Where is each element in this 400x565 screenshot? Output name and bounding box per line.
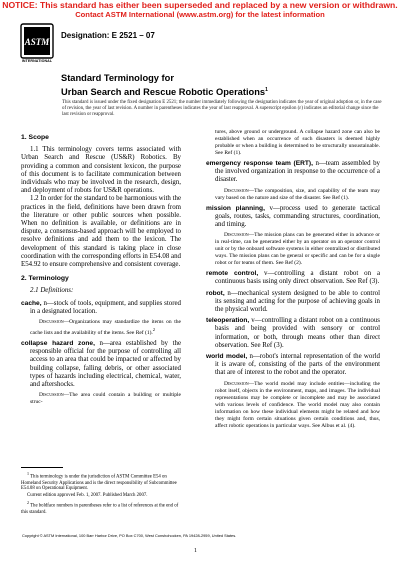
term-mission-planning: mission planning, <box>206 204 265 212</box>
title-line-2 <box>61 85 268 99</box>
footnote-2-text: The boldface numbers in parentheses refer to a list of references at the end of this standard. <box>21 503 179 515</box>
copyright-line: Copyright © ASTM International, 100 Barr Harbor Drive, PO Box C700, West Conshohocken, PA 19428-2959, United States. <box>22 533 237 538</box>
scope-heading: 1. Scope <box>21 134 49 141</box>
title-line-2-text: Urban Search and Rescue Robotic Operations <box>61 86 266 97</box>
footnote-ref-2: 2 <box>152 327 156 333</box>
footnote-1-mark: 1 <box>27 471 29 476</box>
footnote-2-mark: 2 <box>27 500 29 506</box>
def-collapse-hazard-zone: n—area established by the responsible official for the purpose of controlling all access to an area that could be impacted or affected by building collapse, falling debris, or other associated types of hazards including electrical, chemical, water, and aftershocks. <box>30 339 182 388</box>
discussion-cache <box>21 319 181 337</box>
discussion-world-model <box>206 381 380 430</box>
discussion-cache-text: —Organizations may standardize the items on the cache lists and the availability of the items. See Ref (1). <box>30 319 181 336</box>
definition-remote-control <box>206 270 380 286</box>
term-ert: emergency response team (ERT), <box>206 160 313 167</box>
notice-line-2: Contact ASTM International (www.astm.org) for the latest information <box>75 10 325 19</box>
footnote-1b: Current edition approved Feb. 1, 2007. Published March 2007. <box>27 493 148 499</box>
discussion-ert-text: —The composition, size, and capability of the team may vary based on the nature and size of the disaster. See Ref (1). <box>215 187 380 201</box>
scope-1-1: 1.1 This terminology covers terms associated with Urban Search and Rescue (US&R) Robotics. By providing a common and consistent lexicon, the purpose of this document is to facilitate communication between individuals who may be involved in the research, design, and deployment of robots for US&R operations. <box>21 146 181 195</box>
def-cache: n—stock of tools, equipment, and supplies stored in a designated location. <box>30 299 181 315</box>
def-world-model: n—robot's internal representation of the world it is aware of, consisting of the parts of the environment that are of interest to the robot and the operator. <box>215 353 380 377</box>
term-teleoperation: teleoperation, <box>206 317 250 325</box>
discussion-mission-planning <box>206 232 380 267</box>
definition-teleoperation <box>206 317 380 350</box>
definition-robot <box>206 290 380 315</box>
discussion-label: Discussion <box>224 187 249 194</box>
page-title <box>61 73 268 98</box>
discussion-collapse-text: —The area could contain a building or multiple struc- <box>30 392 181 406</box>
definition-ert <box>206 160 380 185</box>
title-line-1: Standard Terminology for <box>61 73 174 83</box>
def-mission-planning: v—process used to generate tactical goals, routes, tasks, commanding structures, coordination, and timing. <box>215 204 380 229</box>
def-remote-control: v—controlling a distant robot on a continuous basis using only direct observation. See Ref (3). <box>215 270 380 286</box>
discussion-label: Discussion <box>224 380 249 387</box>
discussion-label: Discussion <box>39 319 64 326</box>
term-world-model: world model, <box>206 353 248 361</box>
logo-mark: ASTM <box>24 37 50 47</box>
definition-world-model <box>206 353 380 378</box>
logo-caption: INTERNATIONAL <box>21 59 53 63</box>
page-number: 1 <box>194 548 197 554</box>
issuance-statement: This standard is issued under the fixed designation E 2521; the number immediately following the designation indicates the year of original adoption or, in the case of revision, the year of last revision. A number in parentheses indicates the year of last reapproval. A superscript epsilon (ε) indicates an editorial change since the last revision or reapproval. <box>62 100 382 118</box>
def-ert: n—team assembled by the involved organization in response to the occurrence of a disaster. <box>215 160 380 184</box>
withdrawal-notice <box>0 0 400 19</box>
astm-logo-icon <box>20 23 54 59</box>
discussion-label: Discussion <box>224 232 249 239</box>
discussion-collapse <box>21 392 181 406</box>
discussion-collapse-continued: tures, above ground or underground. A collapse hazard zone can also be established when an occurrence of such disasters is deemed highly probable or when a building is determined to be structurally unsustainable. See Ref (1). <box>215 129 380 156</box>
footnote-divider <box>21 467 63 468</box>
right-column <box>206 126 380 433</box>
discussion-world-model-text: —The world model may include entities—including the robot itself, objects in the environment, maps, and images. The individual representations may be complete or incomplete and may be associated with various levels of confidence. The world model may also contain information on how these individual elements might be related and how they might form certain situations given certain conditions and, thus, affect robotic operations in particular ways. See Albus et al. (4). <box>215 380 380 429</box>
footnote-1 <box>21 471 181 492</box>
term-robot: robot, <box>206 289 225 297</box>
discussion-label: Discussion <box>39 392 64 399</box>
footnote-1-text: This terminology is under the jurisdiction of ASTM Committee E54 on Homeland Security Applications and is the direct responsibility of Subcommittee E54.08 on Operational Equipment. <box>21 474 177 492</box>
definition-mission-planning <box>206 205 380 230</box>
term-collapse-hazard-zone: collapse hazard zone, <box>21 339 95 347</box>
notice-line-1: NOTICE: This standard has either been superseded and replaced by a new version or withdrawn. <box>2 0 398 10</box>
definitions-label: 2.1 Definitions: <box>30 287 74 295</box>
scope-1-2: 1.2 In order for the standard to be harmonious with the practices in the field, definitions have been drawn from the literature or other public sources when possible. When no definition is available, or definitions are in dispute, a consensus-based approach will be employed to resolve definitions and add them to the lexicon. The development of this standard is taking place in close coordination with the corresponding efforts in E54.08 and E54.92 to ensure comprehensive and consistent coverage. <box>21 195 181 269</box>
def-teleoperation: v—controlling a distant robot on a continuous basis and being provided with sensory or control information, or both, through means other than direct observation. See Ref (3). <box>215 317 380 349</box>
title-footnote-mark: 1 <box>265 86 268 93</box>
footnotes <box>21 467 181 517</box>
term-remote-control: remote control, <box>206 270 259 278</box>
designation: Designation: E 2521 – 07 <box>61 31 155 40</box>
definition-cache <box>21 300 181 316</box>
definition-collapse-hazard-zone <box>21 340 181 389</box>
discussion-ert <box>206 188 380 202</box>
footnote-2 <box>21 500 181 515</box>
left-column <box>21 128 181 409</box>
def-robot: n—mechanical system designed to be able to control its sensing and acting for the purpose of achieving goals in the physical world. <box>215 289 380 314</box>
term-cache: cache, <box>21 299 42 307</box>
terminology-heading: 2. Terminology <box>21 275 69 283</box>
discussion-mission-planning-text: —The mission plans can be generated either in advance or in real-time, can be generated either by an operator on an operator control unit or by the onboard software systems in either centralized or distributed ways. The mission plans can be general or specific and can be for a single robot or for teams of them. See Ref (2). <box>215 232 380 267</box>
